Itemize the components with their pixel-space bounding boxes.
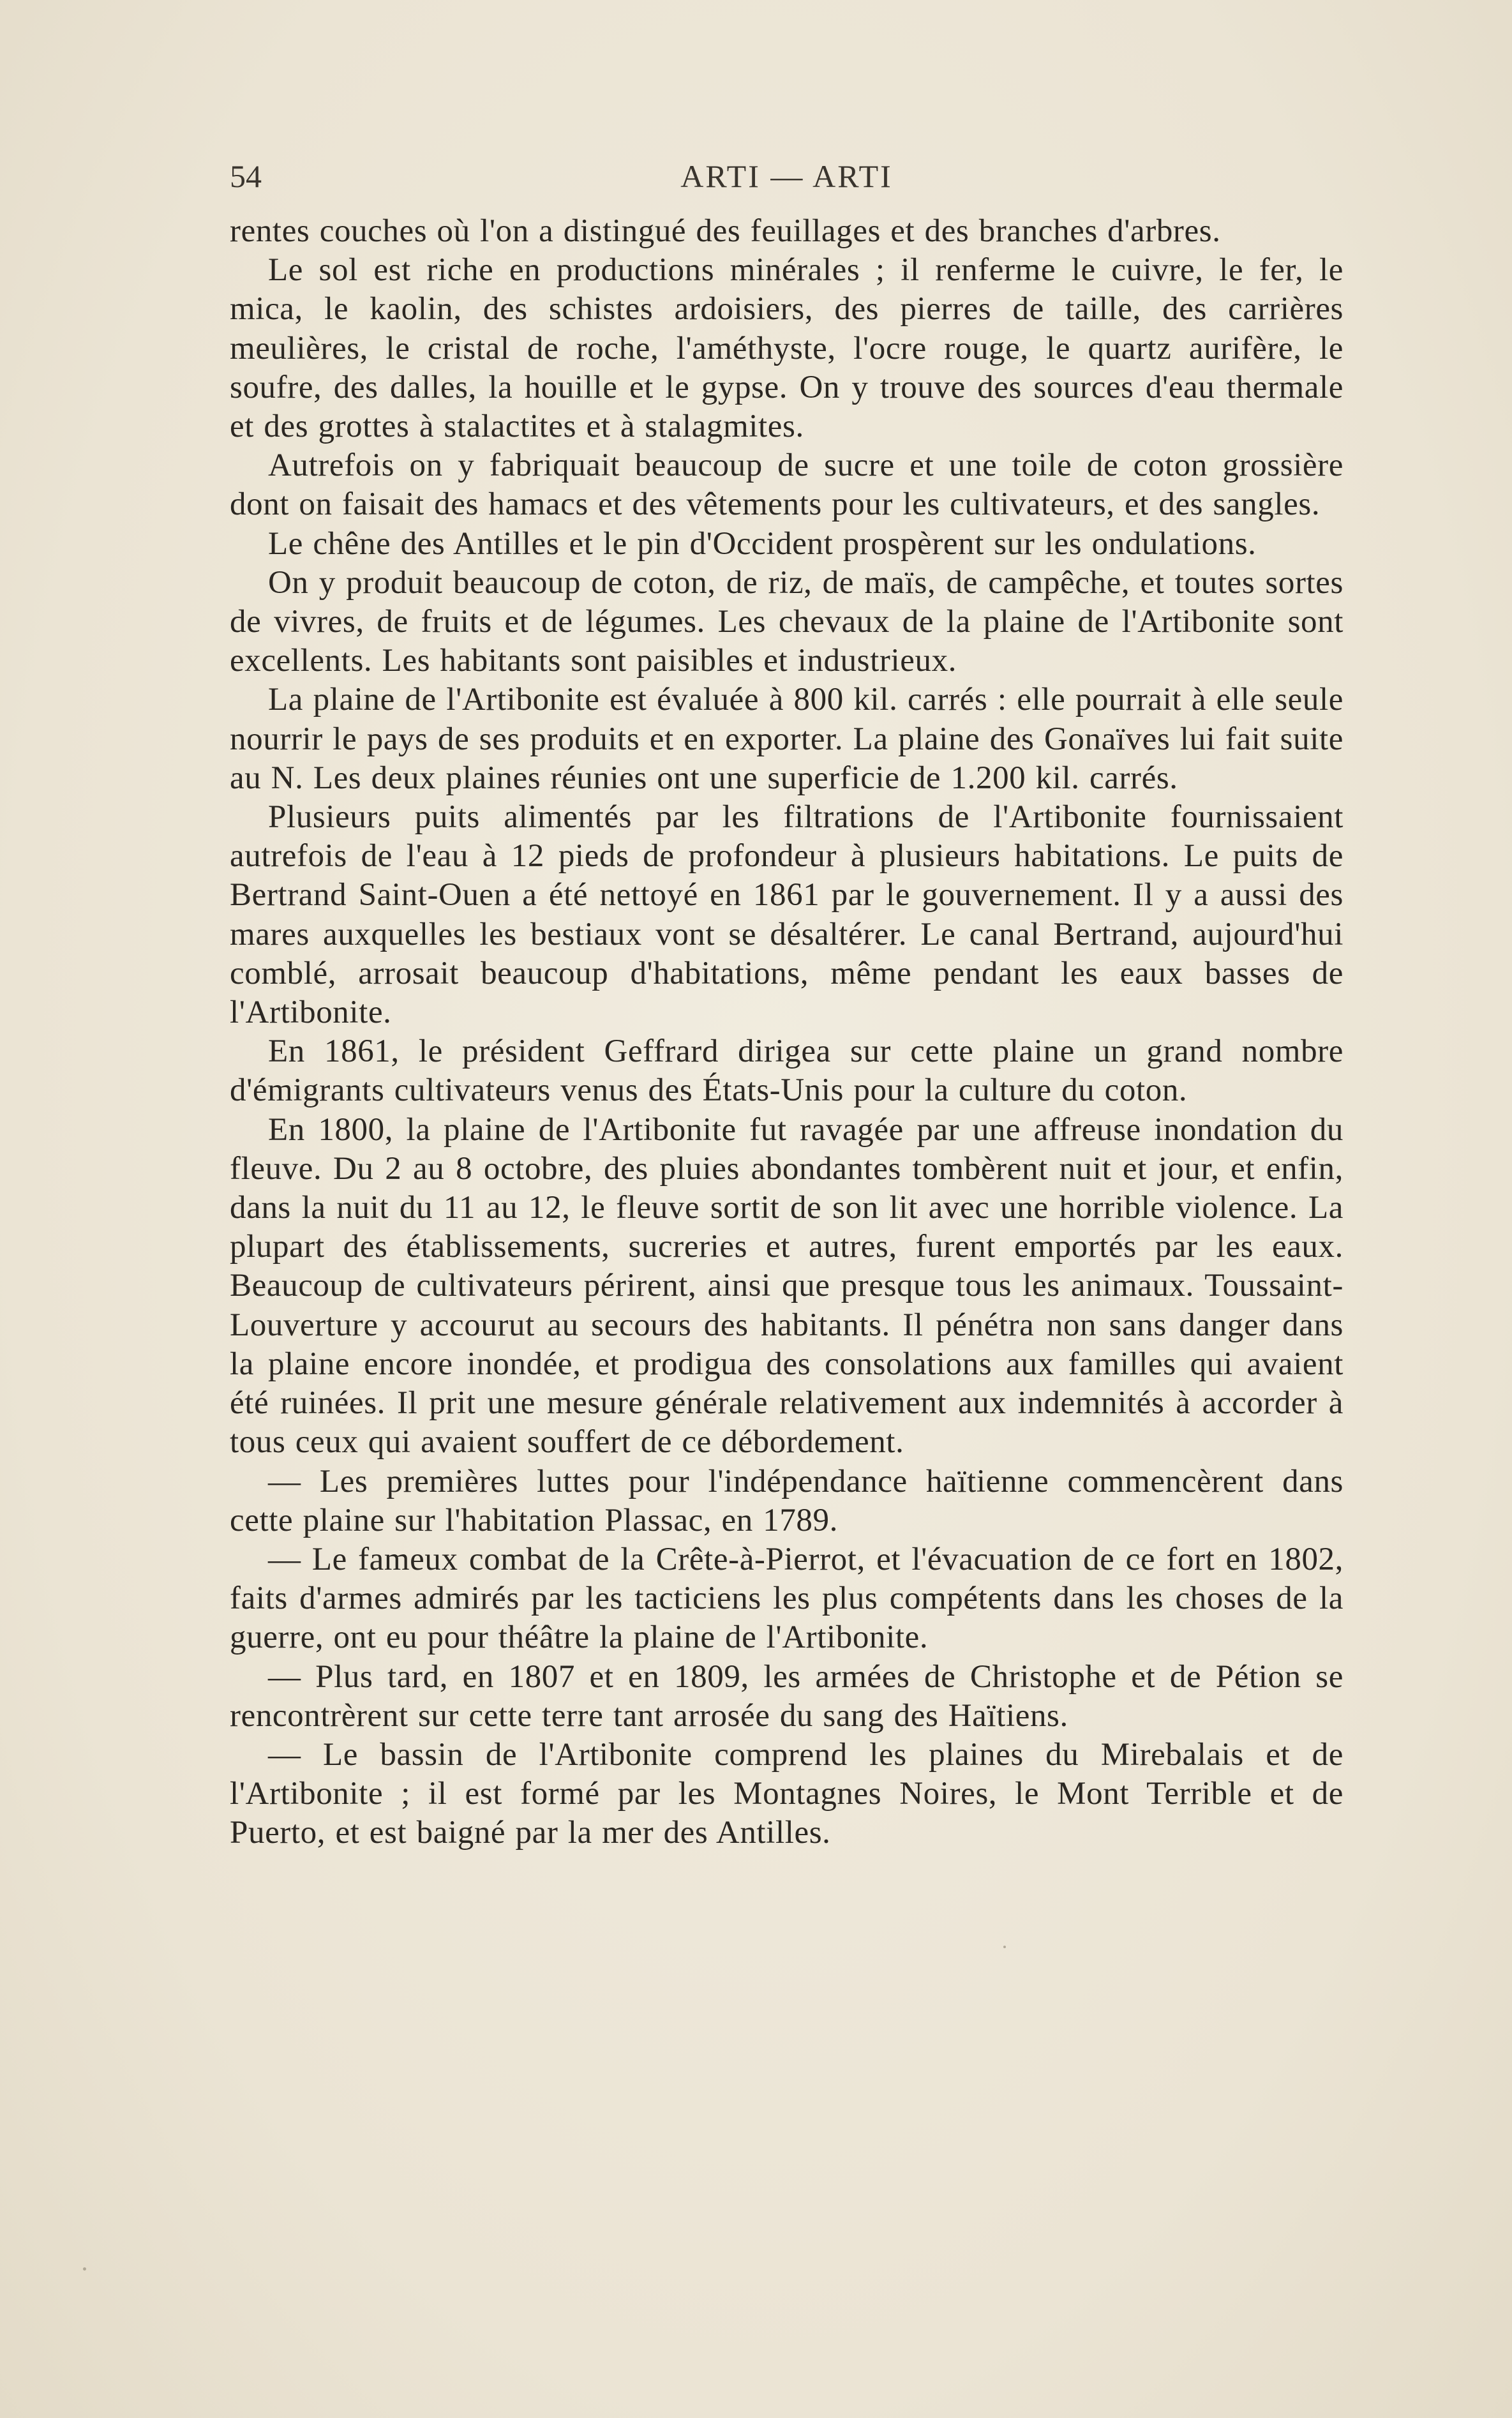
paragraph: La plaine de l'Artibonite est évaluée à 800 kil. carrés : elle pourrait à elle seule nourrir le pays de ses produits et en exporter. La plaine des Gonaïves lui fait suite au N. Les deux plaines réunies ont une superficie de 1.200 kil. carrés.: [230, 682, 1344, 796]
paragraph: En 1800, la plaine de l'Artibonite fut ravagée par une affreuse inondation du fleuve. Du 2 au 8 octobre, des pluies abondantes tombèrent nuit et jour, et enfin, dans la nuit du 11 au 12, le fleuve sortit de son lit avec une horrible violence. La plupart des établissements, sucreries et autres, furent emportés par les eaux. Beaucoup de cultivateurs périrent, ainsi que presque tous les animaux. Toussaint-Louverture y accourut au secours des habitants. Il pénétra non sans danger dans la plaine encore inondée, et prodigua des consolations aux familles qui avaient été ruinées. Il prit une mesure générale relativement aux indemnités à accorder à tous ceux qui avaient souffert de ce débordement.: [230, 1111, 1344, 1461]
paragraph: Le sol est riche en productions minérales ; il renferme le cuivre, le fer, le mica, le kaolin, des schistes ardoisiers, des pierres de taille, des carrières meulières, le cristal de roche, l'améthyste, l'ocre rouge, le quartz aurifère, le soufre, des dalles, la houille et le gypse. On y trouve des sources d'eau thermale et des grottes à stalactites et à stalagmites.: [230, 252, 1344, 445]
paragraph: — Le bassin de l'Artibonite comprend les plaines du Mirebalais et de l'Artibonite ; il est formé par les Montagnes Noires, le Mont Terrible et de Puerto, et est baigné par la mer des Antilles.: [230, 1736, 1344, 1851]
paper-speck: [83, 2267, 86, 2271]
page-number: 54: [230, 158, 262, 194]
paragraph: — Les premières luttes pour l'indépendance haïtienne commencèrent dans cette plaine sur l'habitation Plassac, en 1789.: [230, 1463, 1344, 1538]
paragraph: On y produit beaucoup de coton, de riz, de maïs, de campêche, et toutes sortes de vivres, de fruits et de légumes. Les chevaux de la plaine de l'Artibonite sont excellents. Les habitants sont paisibles et industrieux.: [230, 564, 1344, 679]
paragraph: Le chêne des Antilles et le pin d'Occident prospèrent sur les ondulations.: [268, 525, 1257, 562]
paragraph: rentes couches où l'on a distingué des feuillages et des branches d'arbres.: [230, 213, 1221, 249]
paragraph: Autrefois on y fabriquait beaucoup de sucre et une toile de coton grossière dont on faisait des hamacs et des vêtements pour les cultivateurs, et des sangles.: [230, 447, 1344, 523]
paragraph: En 1861, le président Geffrard dirigea sur cette plaine un grand nombre d'émigrants cultivateurs venus des États-Unis pour la culture du coton.: [230, 1033, 1344, 1109]
paper-speck: [1003, 1946, 1006, 1948]
running-head: ARTI — ARTI: [680, 158, 893, 194]
body-text: [230, 212, 1344, 1853]
paragraph: Plusieurs puits alimentés par les filtrations de l'Artibonite fournissaient autrefois de l'eau à 12 pieds de profondeur à plusieurs habitations. Le puits de Bertrand Saint-Ouen a été nettoyé en 1861 par le gouvernement. Il y a aussi des mares auxquelles les bestiaux vont se désaltérer. Le canal Bertrand, aujourd'hui comblé, arrosait beaucoup d'habitations, même pendant les eaux basses de l'Artibonite.: [230, 799, 1344, 1031]
page-header: [230, 151, 1344, 202]
paragraph: — Le fameux combat de la Crête-à-Pierrot, et l'évacuation de ce fort en 1802, faits d'armes admirés par les tacticiens les plus compétents dans les choses de la guerre, ont eu pour théâtre la plaine de l'Artibonite.: [230, 1541, 1344, 1656]
paragraph: — Plus tard, en 1807 et en 1809, les armées de Christophe et de Pétion se rencontrèrent sur cette terre tant arrosée du sang des Haïtiens.: [230, 1658, 1344, 1734]
